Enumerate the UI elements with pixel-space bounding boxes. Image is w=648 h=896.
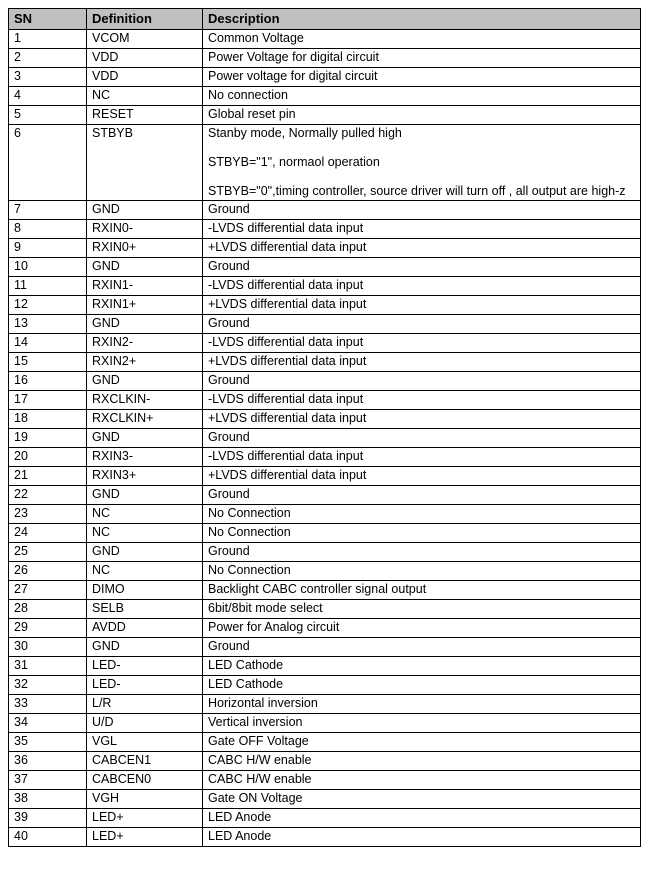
table-row (9, 277, 641, 296)
cell-sn: 25 (9, 543, 87, 562)
cell-sn: 4 (9, 87, 87, 106)
cell-sn: 12 (9, 296, 87, 315)
cell-sn: 26 (9, 562, 87, 581)
table-row (9, 125, 641, 201)
cell-definition: NC (87, 562, 203, 581)
cell-definition: RXIN1- (87, 277, 203, 296)
cell-definition: SELB (87, 600, 203, 619)
cell-description: No connection (203, 87, 641, 106)
cell-description: Backlight CABC controller signal output (203, 581, 641, 600)
table-row (9, 391, 641, 410)
table-row (9, 372, 641, 391)
cell-description (203, 125, 641, 201)
cell-description: No Connection (203, 505, 641, 524)
table-row (9, 600, 641, 619)
cell-definition: GND (87, 372, 203, 391)
cell-sn: 8 (9, 220, 87, 239)
description-line: STBYB="1", normaol operation (208, 154, 380, 169)
description-line: Stanby mode, Normally pulled high (208, 126, 402, 141)
cell-description: LED Anode (203, 809, 641, 828)
table-row (9, 657, 641, 676)
table-row (9, 809, 641, 828)
table-row (9, 106, 641, 125)
cell-definition: LED+ (87, 828, 203, 847)
cell-sn: 38 (9, 790, 87, 809)
cell-description: CABC H/W enable (203, 752, 641, 771)
table-row (9, 353, 641, 372)
cell-definition: RXIN2- (87, 334, 203, 353)
table-row (9, 30, 641, 49)
cell-definition: GND (87, 543, 203, 562)
cell-description: Global reset pin (203, 106, 641, 125)
cell-sn: 9 (9, 239, 87, 258)
cell-definition: NC (87, 505, 203, 524)
cell-definition: AVDD (87, 619, 203, 638)
cell-description: Vertical inversion (203, 714, 641, 733)
table-row (9, 752, 641, 771)
table-row (9, 714, 641, 733)
table-row (9, 467, 641, 486)
cell-description: LED Cathode (203, 676, 641, 695)
cell-sn: 7 (9, 201, 87, 220)
cell-description: Ground (203, 315, 641, 334)
table-row (9, 733, 641, 752)
table-row (9, 49, 641, 68)
cell-sn: 15 (9, 353, 87, 372)
cell-description: Common Voltage (203, 30, 641, 49)
cell-description: Gate ON Voltage (203, 790, 641, 809)
cell-description: -LVDS differential data input (203, 220, 641, 239)
cell-definition: RXIN0- (87, 220, 203, 239)
cell-sn: 13 (9, 315, 87, 334)
cell-sn: 19 (9, 429, 87, 448)
cell-description: Ground (203, 258, 641, 277)
cell-sn: 32 (9, 676, 87, 695)
cell-description: +LVDS differential data input (203, 467, 641, 486)
table-row (9, 448, 641, 467)
table-row (9, 695, 641, 714)
cell-sn: 29 (9, 619, 87, 638)
cell-definition: LED+ (87, 809, 203, 828)
cell-sn: 36 (9, 752, 87, 771)
table-row (9, 410, 641, 429)
cell-sn: 23 (9, 505, 87, 524)
cell-sn: 37 (9, 771, 87, 790)
cell-sn: 33 (9, 695, 87, 714)
column-header-description: Description (203, 9, 641, 30)
cell-description: Power Voltage for digital circuit (203, 49, 641, 68)
cell-definition: NC (87, 524, 203, 543)
cell-description: No Connection (203, 562, 641, 581)
table-row (9, 638, 641, 657)
table-row (9, 676, 641, 695)
cell-sn: 31 (9, 657, 87, 676)
cell-definition: CABCEN0 (87, 771, 203, 790)
table-row (9, 790, 641, 809)
column-header-sn: SN (9, 9, 87, 30)
cell-description: Ground (203, 429, 641, 448)
cell-definition: L/R (87, 695, 203, 714)
cell-description: -LVDS differential data input (203, 448, 641, 467)
table-row (9, 771, 641, 790)
cell-definition: GND (87, 258, 203, 277)
table-row (9, 315, 641, 334)
cell-description: -LVDS differential data input (203, 391, 641, 410)
table-row (9, 524, 641, 543)
cell-definition: GND (87, 638, 203, 657)
cell-description: Gate OFF Voltage (203, 733, 641, 752)
cell-definition: RESET (87, 106, 203, 125)
cell-sn: 34 (9, 714, 87, 733)
cell-sn: 5 (9, 106, 87, 125)
table-row (9, 258, 641, 277)
cell-description: +LVDS differential data input (203, 353, 641, 372)
table-row (9, 543, 641, 562)
cell-definition: RXIN3+ (87, 467, 203, 486)
cell-sn: 2 (9, 49, 87, 68)
cell-description: +LVDS differential data input (203, 296, 641, 315)
cell-definition: VGL (87, 733, 203, 752)
table-row (9, 334, 641, 353)
cell-definition: NC (87, 87, 203, 106)
cell-sn: 11 (9, 277, 87, 296)
table-row (9, 562, 641, 581)
cell-description: Power voltage for digital circuit (203, 68, 641, 87)
cell-description: Horizontal inversion (203, 695, 641, 714)
cell-definition: CABCEN1 (87, 752, 203, 771)
cell-sn: 14 (9, 334, 87, 353)
cell-sn: 27 (9, 581, 87, 600)
cell-sn: 16 (9, 372, 87, 391)
cell-sn: 18 (9, 410, 87, 429)
cell-description: No Connection (203, 524, 641, 543)
cell-description: LED Anode (203, 828, 641, 847)
cell-definition: DIMO (87, 581, 203, 600)
cell-description: +LVDS differential data input (203, 410, 641, 429)
cell-description: Ground (203, 372, 641, 391)
cell-definition: RXIN0+ (87, 239, 203, 258)
table-row (9, 220, 641, 239)
cell-description: Power for Analog circuit (203, 619, 641, 638)
cell-definition: GND (87, 429, 203, 448)
cell-definition: LED- (87, 676, 203, 695)
table-header (9, 9, 641, 30)
cell-sn: 21 (9, 467, 87, 486)
table-row (9, 486, 641, 505)
cell-definition: U/D (87, 714, 203, 733)
table-row (9, 581, 641, 600)
cell-definition: VCOM (87, 30, 203, 49)
table-row (9, 429, 641, 448)
cell-definition: STBYB (87, 125, 203, 201)
cell-sn: 17 (9, 391, 87, 410)
table-row (9, 68, 641, 87)
cell-definition: GND (87, 486, 203, 505)
column-header-definition: Definition (87, 9, 203, 30)
cell-description: 6bit/8bit mode select (203, 600, 641, 619)
cell-definition: RXCLKIN- (87, 391, 203, 410)
cell-description: LED Cathode (203, 657, 641, 676)
table-row (9, 296, 641, 315)
cell-sn: 6 (9, 125, 87, 201)
description-line: STBYB="0",timing controller, source driver will turn off , all output are high-z (208, 183, 626, 198)
table-row (9, 619, 641, 638)
cell-sn: 28 (9, 600, 87, 619)
cell-description: +LVDS differential data input (203, 239, 641, 258)
cell-sn: 40 (9, 828, 87, 847)
cell-description: Ground (203, 201, 641, 220)
cell-description: Ground (203, 543, 641, 562)
cell-description: Ground (203, 638, 641, 657)
cell-sn: 1 (9, 30, 87, 49)
cell-definition: VDD (87, 68, 203, 87)
table-row (9, 87, 641, 106)
cell-description: -LVDS differential data input (203, 277, 641, 296)
table-header-row (9, 9, 641, 30)
cell-definition: RXIN2+ (87, 353, 203, 372)
cell-sn: 30 (9, 638, 87, 657)
cell-definition: GND (87, 315, 203, 334)
table-row (9, 201, 641, 220)
cell-sn: 22 (9, 486, 87, 505)
cell-sn: 35 (9, 733, 87, 752)
cell-definition: GND (87, 201, 203, 220)
pin-definition-table (8, 8, 641, 847)
cell-definition: RXIN1+ (87, 296, 203, 315)
table-row (9, 239, 641, 258)
cell-definition: VDD (87, 49, 203, 68)
cell-description: -LVDS differential data input (203, 334, 641, 353)
table-body (9, 30, 641, 847)
cell-sn: 3 (9, 68, 87, 87)
cell-sn: 20 (9, 448, 87, 467)
table-row (9, 505, 641, 524)
cell-definition: LED- (87, 657, 203, 676)
cell-definition: RXCLKIN+ (87, 410, 203, 429)
cell-definition: VGH (87, 790, 203, 809)
cell-sn: 10 (9, 258, 87, 277)
table-row (9, 828, 641, 847)
cell-sn: 39 (9, 809, 87, 828)
cell-definition: RXIN3- (87, 448, 203, 467)
cell-sn: 24 (9, 524, 87, 543)
cell-description: Ground (203, 486, 641, 505)
cell-description: CABC H/W enable (203, 771, 641, 790)
